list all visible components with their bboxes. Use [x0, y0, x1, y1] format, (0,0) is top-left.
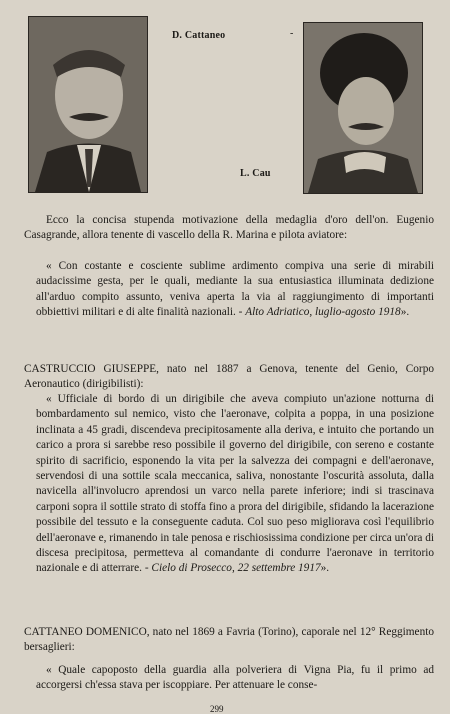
citation-casagrande — [24, 259, 434, 321]
caption-dash: - — [290, 28, 294, 39]
entry-heading-cattaneo: CATTANEO DOMENICO, nato nel 1869 a Favria (Torino), caporale nel 12° Reggimento bersaglieri: — [24, 626, 434, 654]
citation-end: ». — [320, 562, 330, 575]
intro-paragraph: Ecco la concisa stupenda motivazione della medaglia d'oro dell'on. Eugenio Casagrande, allora tenente di vascello della R. Marina e pilota aviatore: — [24, 214, 434, 242]
citation-text: « Con costante e cosciente sublime ardimento compiva una serie di mirabili audacissime gesta, per le quali, mediante la sua entusiastica illuminata dedizione all'arduo compito assunto, veniva aperta la via al raggiungimento di importanti obbiettivi militari e di alte finalità nazionali. - — [36, 260, 434, 319]
portrait-cattaneo — [28, 16, 148, 193]
caption-cattaneo: D. Cattaneo — [172, 30, 226, 41]
entry-heading-castruccio: CASTRUCCIO GIUSEPPE, nato nel 1887 a Genova, tenente del Genio, Corpo Aeronautico (dirigibilisti): — [24, 363, 434, 391]
page-number: 299 — [210, 704, 224, 714]
citation-text: « Ufficiale di bordo di un dirigibile che aveva compiuto un'azione notturna di bombardamento sul nemico, visto che l'aeronave, colpita a poppa, in una posizione inclinata a 45 gradi, discendeva precipitosamente alla deriva, e intuito che portando un carico a prora si sarebbe reso possibile il governo del dirigibile, con sereno e costante spirito di sacrificio, esponendo la vita per la salvezza dei compagni e dell'aeronave, servendosi di una sottile scala meccanica, saliva, nonostante l'oscurità assoluta, dalla navicella all'involucro aprendosi un varco nella parete inferiore; indi si trascinava carponi sopra il sottile strato di stoffa fino a prora del dirigibile, sfidando la lacerazione possibile del tessuto e la conseguente caduta. Col suo peso migliorava così l'equilibrio dell'aeronave e, rimanendo in tale penosa e rischiosissima condizione per circa un'ora di discesa precipitosa, permetteva al comandante di condurre l'aeronave in territorio nazionale e di atterrare. - — [36, 393, 434, 575]
citation-place: Alto Adriatico, luglio-agosto 1918 — [245, 306, 401, 319]
citation-place: Cielo di Prosecco, 22 settembre 1917 — [151, 562, 321, 575]
citation-cattaneo: « Quale capoposto della guardia alla polveriera di Vigna Pia, fu il primo ad accorgersi ch'essa stava per iscoppiare. Per attenuare le conse- — [36, 664, 434, 692]
caption-cau: L. Cau — [240, 168, 271, 179]
portrait-cau — [303, 22, 423, 194]
citation-castruccio — [24, 392, 434, 577]
citation-end: ». — [400, 306, 410, 319]
